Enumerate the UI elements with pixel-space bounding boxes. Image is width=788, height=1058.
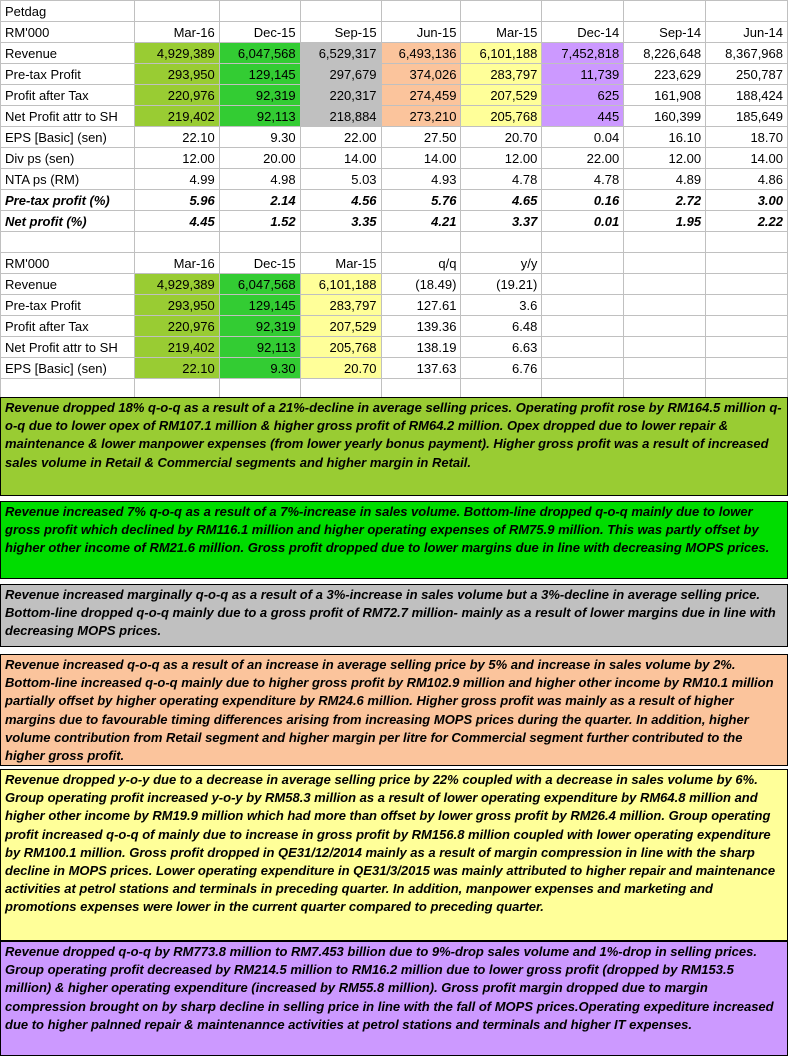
period-header: Dec-14 — [542, 22, 624, 43]
table-cell: 293,950 — [134, 295, 219, 316]
period-header: Mar-16 — [134, 22, 219, 43]
table-cell: 6,101,188 — [461, 43, 542, 64]
table-cell: 22.10 — [134, 358, 219, 379]
empty-cell — [542, 1, 624, 22]
table-cell: 223,629 — [624, 64, 706, 85]
table-cell: 1.95 — [624, 211, 706, 232]
period-header: Mar-15 — [300, 253, 381, 274]
table1-row — [1, 85, 788, 106]
empty-cell — [706, 253, 788, 274]
table-cell: (19.21) — [461, 274, 542, 295]
table-cell: 6,493,136 — [381, 43, 461, 64]
table-cell: 185,649 — [706, 106, 788, 127]
row-label: NTA ps (RM) — [1, 169, 135, 190]
empty-cell — [219, 1, 300, 22]
period-header: Mar-15 — [461, 22, 542, 43]
table1-row — [1, 43, 788, 64]
empty-cell — [461, 1, 542, 22]
period-header: Sep-14 — [624, 22, 706, 43]
table-cell: 6.63 — [461, 337, 542, 358]
row-label: EPS [Basic] (sen) — [1, 358, 135, 379]
table-cell: 14.00 — [381, 148, 461, 169]
table-cell: 220,976 — [134, 316, 219, 337]
empty-cell — [542, 316, 624, 337]
period-header: Jun-14 — [706, 22, 788, 43]
table-cell: 0.01 — [542, 211, 624, 232]
table-cell: 4.93 — [381, 169, 461, 190]
table-cell: 297,679 — [300, 64, 381, 85]
table-cell: 445 — [542, 106, 624, 127]
table-cell: 22.10 — [134, 127, 219, 148]
empty-cell — [381, 1, 461, 22]
table-cell: 188,424 — [706, 85, 788, 106]
table-cell: 4.21 — [381, 211, 461, 232]
period-header: y/y — [461, 253, 542, 274]
empty-cell — [624, 316, 706, 337]
empty-cell — [706, 316, 788, 337]
table-cell: 207,529 — [461, 85, 542, 106]
period-header: Dec-15 — [219, 22, 300, 43]
table-cell: 27.50 — [381, 127, 461, 148]
table-cell: 219,402 — [134, 106, 219, 127]
empty-cell — [542, 358, 624, 379]
row-label: Net Profit attr to SH — [1, 106, 135, 127]
table-cell: 4.56 — [300, 190, 381, 211]
table-cell: 8,226,648 — [624, 43, 706, 64]
table-cell: 14.00 — [706, 148, 788, 169]
table-cell: 6,529,317 — [300, 43, 381, 64]
note-sep15: Revenue increased marginally q-o-q as a result of a 3%-increase in sales volume but a 3%-decline in average selling price. Bottom-line dropped q-o-q mainly due to a gross profit of RM72.7 million- mainly as a result of lower margins due in line with decreasing MOPS prices. — [0, 584, 788, 647]
table-cell: 6,047,568 — [219, 43, 300, 64]
empty-cell — [624, 295, 706, 316]
table-cell: 4.99 — [134, 169, 219, 190]
table-cell: 274,459 — [381, 85, 461, 106]
table-cell: 12.00 — [461, 148, 542, 169]
empty-cell — [542, 337, 624, 358]
empty-cell — [542, 295, 624, 316]
empty-cell — [706, 295, 788, 316]
table-cell: 5.03 — [300, 169, 381, 190]
empty-cell — [461, 232, 542, 253]
table-cell: 127.61 — [381, 295, 461, 316]
table-cell: 6,101,188 — [300, 274, 381, 295]
empty-cell — [706, 1, 788, 22]
empty-cell — [624, 337, 706, 358]
empty-cell — [624, 274, 706, 295]
table-cell: 220,976 — [134, 85, 219, 106]
table-cell: 20.70 — [461, 127, 542, 148]
table-cell: 9.30 — [219, 127, 300, 148]
table2-row — [1, 295, 788, 316]
row-label: Revenue — [1, 43, 135, 64]
table-cell: 374,026 — [381, 64, 461, 85]
empty-cell — [624, 253, 706, 274]
period-header: Mar-16 — [134, 253, 219, 274]
table-cell: 92,319 — [219, 85, 300, 106]
table-cell: 250,787 — [706, 64, 788, 85]
empty-cell — [706, 232, 788, 253]
note-dec14: Revenue dropped q-o-q by RM773.8 million to RM7.453 billion due to 9%-drop sales volume and 1%-drop in selling prices. Group operating profit decreased by RM214.5 million to RM16.2 million due to lower gross profit (dropped by RM153.5 million) & higher operating expenditure (increased by RM55.8 million). Gross profit margin dropped due to margin compression brought on by sharp decline in selling price in line with the fall of MOPS prices.Operating expediture increased due to higher palnned repair & maintenannce activities at petrol stations and terminals and higher IT expenses. — [0, 941, 788, 1056]
table-cell: 0.16 — [542, 190, 624, 211]
empty-cell — [300, 1, 381, 22]
table2-header-row — [1, 253, 788, 274]
table-cell: 18.70 — [706, 127, 788, 148]
table-cell: 138.19 — [381, 337, 461, 358]
empty-cell — [1, 232, 135, 253]
table-cell: 22.00 — [300, 127, 381, 148]
row-label: Div ps (sen) — [1, 148, 135, 169]
unit-label: RM'000 — [1, 253, 135, 274]
empty-cell — [542, 232, 624, 253]
table-cell: 16.10 — [624, 127, 706, 148]
table-cell: 4.98 — [219, 169, 300, 190]
table-cell: 219,402 — [134, 337, 219, 358]
unit-label: RM'000 — [1, 22, 135, 43]
table1-row — [1, 148, 788, 169]
table-cell: 273,210 — [381, 106, 461, 127]
table-cell: 3.35 — [300, 211, 381, 232]
empty-cell — [134, 1, 219, 22]
empty-cell — [300, 232, 381, 253]
row-label: Pre-tax Profit — [1, 295, 135, 316]
table2-row — [1, 358, 788, 379]
empty-cell — [542, 274, 624, 295]
table-cell: 7,452,818 — [542, 43, 624, 64]
table2-row — [1, 316, 788, 337]
empty-cell — [134, 232, 219, 253]
row-label: Pre-tax Profit — [1, 64, 135, 85]
table-cell: 4.45 — [134, 211, 219, 232]
table2-row — [1, 274, 788, 295]
table-cell: 5.96 — [134, 190, 219, 211]
table-cell: 129,145 — [219, 64, 300, 85]
note-dec15: Revenue increased 7% q-o-q as a result of a 7%-increase in sales volume. Bottom-line dropped q-o-q mainly due to lower gross profit which declined by RM116.1 million and higher operating expenses of RM75.9 million. This was partly offset by higher other income of RM21.6 million. Gross profit dropped due to lower margins due in line with decreasing MOPS prices. — [0, 501, 788, 579]
table-cell: 4.89 — [624, 169, 706, 190]
row-label: Net profit (%) — [1, 211, 135, 232]
table-cell: 20.70 — [300, 358, 381, 379]
empty-cell — [624, 1, 706, 22]
table-cell: 9.30 — [219, 358, 300, 379]
row-label: Revenue — [1, 274, 135, 295]
period-header: Dec-15 — [219, 253, 300, 274]
period-header: q/q — [381, 253, 461, 274]
table1-row — [1, 127, 788, 148]
table-cell: 205,768 — [461, 106, 542, 127]
table-cell: 2.14 — [219, 190, 300, 211]
table-cell: 137.63 — [381, 358, 461, 379]
table-cell: 14.00 — [300, 148, 381, 169]
period-header: Sep-15 — [300, 22, 381, 43]
empty-cell — [624, 358, 706, 379]
table-cell: 2.72 — [624, 190, 706, 211]
table1-row — [1, 64, 788, 85]
financial-grid — [0, 0, 788, 400]
table-cell: 92,113 — [219, 106, 300, 127]
row-label: Net Profit attr to SH — [1, 337, 135, 358]
table-cell: 4,929,389 — [134, 274, 219, 295]
table-cell: 160,399 — [624, 106, 706, 127]
table-cell: 22.00 — [542, 148, 624, 169]
table2-row — [1, 337, 788, 358]
table1-title-row — [1, 1, 788, 22]
table-cell: 4.65 — [461, 190, 542, 211]
note-mar16: Revenue dropped 18% q-o-q as a result of a 21%-decline in average selling prices. Operating profit rose by RM164.5 million q-o-q due to lower opex of RM107.1 million & higher gross profit of RM64.2 million. Opex dropped due to lower repair & maintenance & lower manpower expenses (from lower yearly bonus payment). Higher gross profit was a result of increased sales volume in Retail & Commercial segments and higher margin in Retail. — [0, 397, 788, 496]
table-cell: 129,145 — [219, 295, 300, 316]
table-cell: 4,929,389 — [134, 43, 219, 64]
empty-cell — [706, 274, 788, 295]
spacer-row — [1, 232, 788, 253]
table1-row — [1, 106, 788, 127]
table-cell: 139.36 — [381, 316, 461, 337]
table-cell: 283,797 — [461, 64, 542, 85]
table-cell: 6.48 — [461, 316, 542, 337]
table-cell: 0.04 — [542, 127, 624, 148]
table-cell: 283,797 — [300, 295, 381, 316]
table-cell: 6.76 — [461, 358, 542, 379]
table-cell: 12.00 — [624, 148, 706, 169]
period-header: Jun-15 — [381, 22, 461, 43]
table1-header-row — [1, 22, 788, 43]
row-label: EPS [Basic] (sen) — [1, 127, 135, 148]
table-cell: 4.78 — [542, 169, 624, 190]
empty-cell — [706, 337, 788, 358]
table-cell: 92,319 — [219, 316, 300, 337]
table-cell: 5.76 — [381, 190, 461, 211]
table1-row — [1, 211, 788, 232]
table-cell: 161,908 — [624, 85, 706, 106]
table-cell: 625 — [542, 85, 624, 106]
table-cell: 8,367,968 — [706, 43, 788, 64]
row-label: Profit after Tax — [1, 316, 135, 337]
table1-row — [1, 169, 788, 190]
table-cell: (18.49) — [381, 274, 461, 295]
table-cell: 207,529 — [300, 316, 381, 337]
table-cell: 4.86 — [706, 169, 788, 190]
empty-cell — [219, 232, 300, 253]
table-cell: 11,739 — [542, 64, 624, 85]
table-cell: 2.22 — [706, 211, 788, 232]
table-cell: 205,768 — [300, 337, 381, 358]
empty-cell — [706, 358, 788, 379]
empty-cell — [624, 232, 706, 253]
table-cell: 92,113 — [219, 337, 300, 358]
table-cell: 3.6 — [461, 295, 542, 316]
note-jun15: Revenue increased q-o-q as a result of an increase in average selling price by 5% and increase in sales volume by 2%. Bottom-line increased q-o-q mainly due to higher gross profit by RM102.9 million and higher other income by RM10.1 million partially offset by higher operating expenditure by RM24.6 million. Higher gross profit was mainly as a result of higher margins due to favourable timing differences arising from increasing MOPS prices during the quarter. In addition, higher volume contribution from Retail segment and higher margin per litre for Commercial segment further contributed to the higher gross profit. — [0, 654, 788, 766]
table-cell: 20.00 — [219, 148, 300, 169]
empty-cell — [542, 253, 624, 274]
table-cell: 3.00 — [706, 190, 788, 211]
note-mar15: Revenue dropped y-o-y due to a decrease in average selling price by 22% coupled with a decrease in sales volume by 6%. Group operating profit increased y-o-y by RM58.3 million as a result of lower operating expenditure by RM64.8 million and higher other income by RM19.9 million which had more than offset by lower gross profit by RM26.4 million. Group operating profit increased q-o-q of mainly due to increase in gross profit by RM156.8 million coupled with lower operating expenditure by RM100.1 million. Gross profit dropped in QE31/12/2014 mainly as a result of margin compression in line with the sharp decline in MOPS prices. Lower operating expenditure in QE31/3/2015 was mainly attributed to higher repair and maintenance activities at petrol stations and terminals in preceding quarter. In addition, manpower expenses and marketing and promotions expenses were lower in the current quarter compared to preceding quarter. — [0, 769, 788, 941]
row-label: Pre-tax profit (%) — [1, 190, 135, 211]
table-cell: 4.78 — [461, 169, 542, 190]
table-cell: 220,317 — [300, 85, 381, 106]
table-cell: 218,884 — [300, 106, 381, 127]
table-cell: 6,047,568 — [219, 274, 300, 295]
table-cell: 12.00 — [134, 148, 219, 169]
table-cell: 3.37 — [461, 211, 542, 232]
empty-cell — [381, 232, 461, 253]
table1-row — [1, 190, 788, 211]
row-label: Profit after Tax — [1, 85, 135, 106]
table-title: Petdag — [1, 1, 135, 22]
table-cell: 293,950 — [134, 64, 219, 85]
table-cell: 1.52 — [219, 211, 300, 232]
